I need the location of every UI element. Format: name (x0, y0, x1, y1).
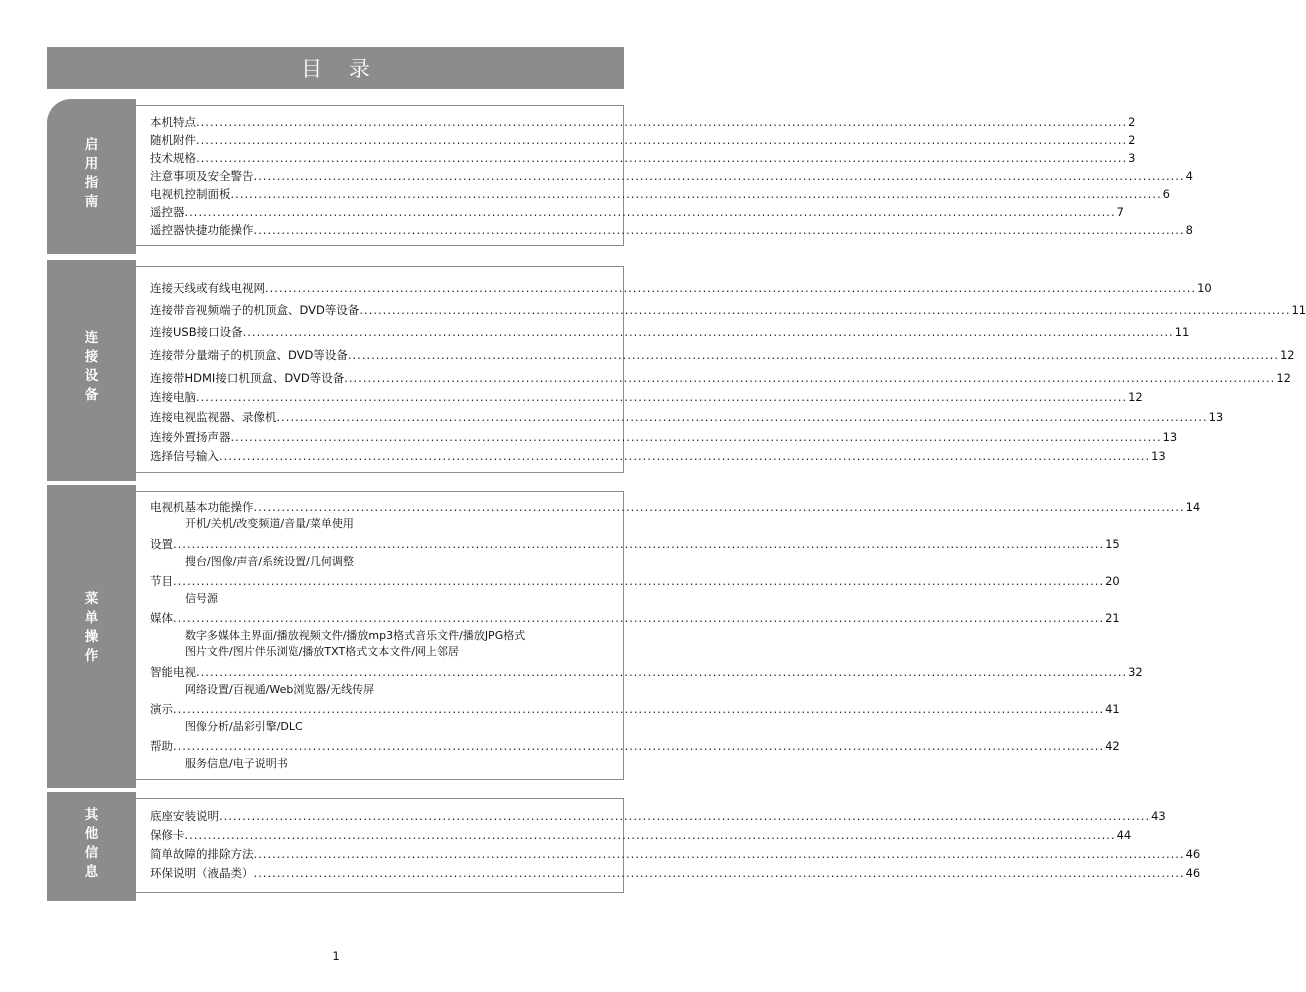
entry-title: 遥控器 (150, 205, 185, 219)
toc-entry[interactable]: 随机附件 ........................................................................................................................................................................................................ 2 (150, 133, 1136, 147)
entry-page: 15 (1105, 537, 1120, 551)
entry-title: 连接电脑 (150, 390, 196, 404)
entry-title: 本机特点 (150, 115, 196, 129)
toc-entry[interactable]: 设置 ........................................................................................................................................................................................................ 15 (150, 537, 1120, 551)
entry-page: 12 (1128, 390, 1143, 404)
section-menu-operation (47, 485, 1201, 788)
section-tab (47, 485, 136, 788)
entry-title: 连接天线或有线电视网 (150, 281, 265, 295)
entry-page: 4 (1185, 169, 1193, 183)
entry-page: 46 (1185, 847, 1201, 861)
entry-page: 11 (1291, 303, 1306, 317)
entry-title: 设置 (150, 537, 173, 551)
toc-entry[interactable]: 技术规格 ........................................................................................................................................................................................................ 3 (150, 151, 1136, 165)
entry-title: 电视机基本功能操作 (150, 500, 254, 514)
toc-entry[interactable]: 电视机基本功能操作 ........................................................................................................................................................................................................ 14 (150, 500, 1201, 514)
section-label-char: 操 (84, 629, 99, 645)
section-label-char: 接 (84, 349, 99, 365)
entry-page: 2 (1128, 133, 1136, 147)
section-label-char: 用 (84, 156, 99, 172)
section-other-info (47, 792, 1201, 901)
entry-page: 13 (1162, 430, 1178, 444)
section-tab (47, 99, 136, 254)
section-label-char: 启 (84, 137, 99, 153)
section-label-char: 连 (84, 330, 99, 346)
toc-entry[interactable]: 媒体 ........................................................................................................................................................................................................ 21 (150, 611, 1120, 625)
entry-page: 21 (1105, 611, 1120, 625)
entry-title: 底座安装说明 (150, 809, 219, 823)
entry-title: 技术规格 (150, 151, 196, 165)
entry-page: 11 (1174, 325, 1190, 339)
entry-title: 连接带HDMI接口机顶盒、DVD等设备 (150, 371, 345, 385)
section-label-char: 指 (84, 175, 99, 191)
toc-entry[interactable]: 演示 ........................................................................................................................................................................................................ 41 (150, 702, 1120, 716)
section-label-char: 信 (84, 845, 99, 861)
entry-page: 3 (1128, 151, 1136, 165)
toc-entry[interactable]: 简单故障的排除方法 ........................................................................................................................................................................................................ 46 (150, 847, 1201, 861)
entry-subtopics: 图片文件/图片伴乐浏览/播放TXT格式文本文件/网上邻居 (185, 645, 459, 658)
toc-entry[interactable]: 连接USB接口设备 ........................................................................................................................................................................................................ 11 (150, 325, 1190, 339)
section-connect-devices (47, 260, 1306, 481)
entry-title: 演示 (150, 702, 173, 716)
entry-title: 电视机控制面板 (150, 187, 231, 201)
section-tab (47, 260, 136, 481)
toc-entry[interactable]: 电视机控制面板 ........................................................................................................................................................................................................ 6 (150, 187, 1170, 201)
toc-entry[interactable]: 连接带HDMI接口机顶盒、DVD等设备 ........................................................................................................................................................................................................ 12 (150, 371, 1291, 385)
title-bar (47, 47, 624, 89)
toc-entry[interactable]: 帮助 ........................................................................................................................................................................................................ 42 (150, 739, 1120, 753)
entry-page: 20 (1105, 574, 1120, 588)
entry-page: 2 (1128, 115, 1136, 129)
toc-entry[interactable]: 选择信号输入 ........................................................................................................................................................................................................ 13 (150, 449, 1166, 463)
entry-title: 保修卡 (150, 828, 185, 842)
entry-title: 随机附件 (150, 133, 196, 147)
section-label-char: 菜 (84, 591, 99, 607)
toc-entry[interactable]: 连接外置扬声器 ........................................................................................................................................................................................................ 13 (150, 430, 1178, 444)
section-label-char: 单 (84, 610, 99, 626)
entry-subtopics: 图像分析/晶彩引擎/DLC (185, 720, 303, 733)
entry-page: 14 (1185, 500, 1201, 514)
entry-page: 6 (1162, 187, 1170, 201)
entry-page: 32 (1128, 665, 1143, 679)
entry-page: 7 (1116, 205, 1124, 219)
section-label-char: 息 (84, 864, 99, 880)
toc-entry[interactable]: 底座安装说明 ........................................................................................................................................................................................................ 43 (150, 809, 1166, 823)
toc-entry[interactable]: 保修卡 ........................................................................................................................................................................................................ 44 (150, 828, 1132, 842)
section-label-char: 设 (84, 368, 99, 384)
entry-page: 46 (1185, 866, 1201, 880)
entry-title: 环保说明（液晶类） (150, 866, 254, 880)
entry-title: 连接电视监视器、录像机 (150, 410, 277, 424)
section-label-char: 他 (84, 826, 99, 842)
toc-entry[interactable]: 遥控器 ........................................................................................................................................................................................................ 7 (150, 205, 1124, 219)
section-getting-started (47, 99, 1193, 254)
toc-entry[interactable]: 连接电视监视器、录像机 ........................................................................................................................................................................................................ 13 (150, 410, 1224, 424)
entry-title: 节目 (150, 574, 173, 588)
entry-title: 简单故障的排除方法 (150, 847, 254, 861)
entry-title: 媒体 (150, 611, 173, 625)
entry-page: 44 (1116, 828, 1132, 842)
section-label-char: 其 (84, 807, 99, 823)
toc-entry[interactable]: 注意事项及安全警告 ........................................................................................................................................................................................................ 4 (150, 169, 1193, 183)
toc-entry[interactable]: 环保说明（液晶类） ........................................................................................................................................................................................................ 46 (150, 866, 1201, 880)
toc-entry[interactable]: 连接带分量端子的机顶盒、DVD等设备 ........................................................................................................................................................................................................ 12 (150, 348, 1295, 362)
section-tab (47, 792, 136, 901)
toc-entry[interactable]: 智能电视 ........................................................................................................................................................................................................ 32 (150, 665, 1143, 679)
toc-entry[interactable]: 连接带音视频端子的机顶盒、DVD等设备 ........................................................................................................................................................................................................ 11 (150, 303, 1306, 317)
entry-page: 12 (1279, 348, 1295, 362)
toc-entry[interactable]: 本机特点 ........................................................................................................................................................................................................ 2 (150, 115, 1136, 129)
toc-entry[interactable]: 连接天线或有线电视网 ........................................................................................................................................................................................................ 10 (150, 281, 1212, 295)
entry-subtopics: 开机/关机/改变频道/音量/菜单使用 (185, 517, 354, 530)
section-label-char: 作 (84, 648, 99, 664)
toc-entry[interactable]: 连接电脑 ........................................................................................................................................................................................................ 12 (150, 390, 1143, 404)
entry-title: 智能电视 (150, 665, 196, 679)
entry-title: 连接带音视频端子的机顶盒、DVD等设备 (150, 303, 360, 317)
entry-page: 12 (1276, 371, 1291, 385)
section-label-char: 南 (84, 194, 99, 210)
section-label-char: 备 (84, 387, 99, 403)
entry-page: 43 (1151, 809, 1166, 823)
entry-title: 遥控器快捷功能操作 (150, 223, 254, 237)
entry-page: 10 (1197, 281, 1212, 295)
toc-entry[interactable]: 节目 ........................................................................................................................................................................................................ 20 (150, 574, 1120, 588)
entry-title: 连接外置扬声器 (150, 430, 231, 444)
entry-subtopics: 服务信息/电子说明书 (185, 757, 288, 770)
page-title: 目 录 (301, 57, 380, 81)
entry-title: 连接USB接口设备 (150, 325, 243, 339)
toc-entry[interactable]: 遥控器快捷功能操作 ........................................................................................................................................................................................................ 8 (150, 223, 1193, 237)
entry-subtopics: 搜台/图像/声音/系统设置/几何调整 (185, 555, 354, 568)
entry-page: 13 (1208, 410, 1224, 424)
entry-page: 42 (1105, 739, 1120, 753)
entry-subtopics: 信号源 (185, 592, 218, 605)
entry-title: 连接带分量端子的机顶盒、DVD等设备 (150, 348, 348, 362)
entry-page: 8 (1185, 223, 1193, 237)
entry-subtopics: 网络设置/百视通/Web浏览器/无线传屏 (185, 683, 375, 696)
entry-title: 选择信号输入 (150, 449, 219, 463)
entry-subtopics: 数字多媒体主界面/播放视频文件/播放mp3格式音乐文件/播放JPG格式 (185, 629, 526, 642)
entry-page: 41 (1105, 702, 1120, 716)
page-number: 1 (332, 949, 340, 963)
entry-title: 帮助 (150, 739, 173, 753)
entry-title: 注意事项及安全警告 (150, 169, 254, 183)
entry-page: 13 (1151, 449, 1166, 463)
